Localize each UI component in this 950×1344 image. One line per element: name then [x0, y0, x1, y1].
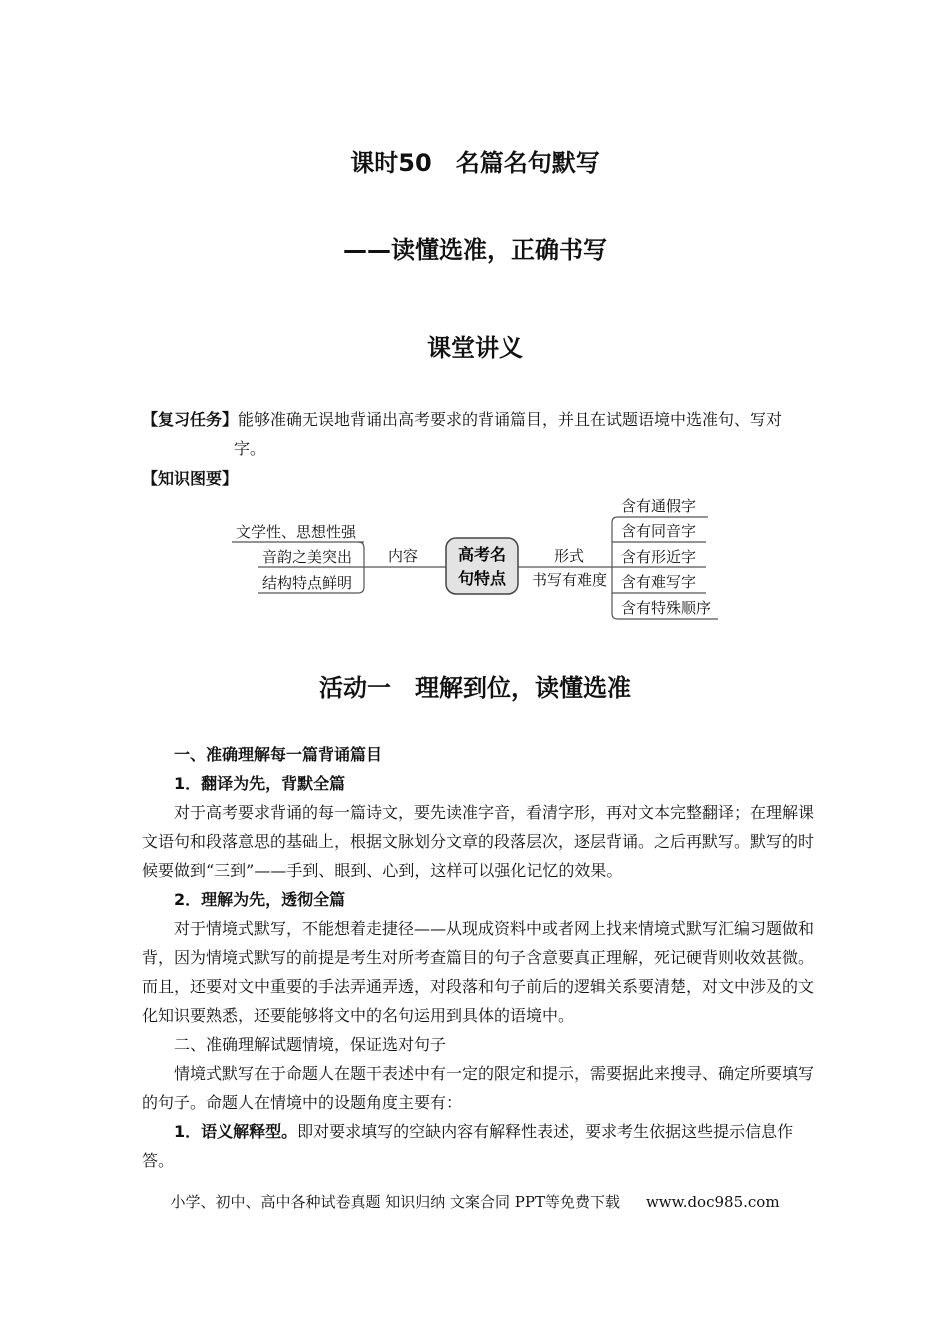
review-task: [142, 405, 814, 463]
right-item: 含有同音字: [621, 522, 697, 540]
right-branch-sublabel: 书写有难度: [532, 571, 608, 589]
subheading-2: 2．理解为先，透彻全篇: [174, 890, 346, 909]
center-label-line1: 高考名: [457, 545, 507, 564]
heading-two: 二、准确理解试题情境，保证选对句子: [174, 1035, 447, 1054]
left-branch-label: 内容: [388, 547, 419, 565]
knowledge-map-diagram: [228, 490, 728, 625]
footer-url[interactable]: www.doc985.com: [645, 1193, 780, 1211]
paragraph-1: 对于高考要求背诵的每一篇诗文，要先读准字音，看清字形，再对文本完整翻译；在理解课文语句和段落意思的基础上，根据文脉划分文章的段落层次，逐层背诵。之后再默写。默写的时候要做到“三到”——手到、眼到、心到，这样可以强化记忆的效果。: [142, 803, 815, 880]
list-item-1: [142, 1117, 814, 1175]
right-item: 含有特殊顺序: [621, 599, 712, 617]
footer-text: 小学、初中、高中各种试卷真题 知识归纳 文案合同 PPT等免费下载: [170, 1193, 620, 1211]
knowledge-map-label-text: 【知识图要】: [142, 469, 239, 488]
footer: [0, 1191, 950, 1212]
review-task-text: 能够准确无误地背诵出高考要求的背诵篇目，并且在试题语境中选准句、写对字。: [234, 410, 783, 458]
right-branch-label: 形式: [554, 547, 585, 565]
center-label-line2: 句特点: [457, 569, 507, 588]
left-item: 音韵之美突出: [262, 548, 353, 566]
section-title: 课堂讲义: [427, 334, 523, 362]
page-title: 课时50 名篇名句默写: [350, 149, 600, 177]
paragraph-3: 情境式默写在于命题人在题干表述中有一定的限定和提示，需要据此来搜寻、确定所要填写的句子。命题人在情境中的设题角度主要有：: [142, 1064, 815, 1112]
left-item: 文学性、思想性强: [236, 523, 357, 541]
left-item: 结构特点鲜明: [262, 574, 353, 592]
right-item: 含有形近字: [621, 548, 697, 566]
right-item: 含有通假字: [621, 497, 697, 515]
knowledge-map-label: [142, 464, 814, 493]
page-subtitle: ——读懂选准，正确书写: [343, 236, 607, 264]
activity-title: 活动一 理解到位，读懂选准: [319, 674, 631, 702]
heading-one: 一、准确理解每一篇背诵篇目: [174, 745, 383, 764]
review-task-label: 【复习任务】: [142, 410, 239, 429]
paragraph-2: 对于情境式默写，不能想着走捷径——从现成资料中或者网上找来情境式默写汇编习题做和背，因为情境式默写的前提是考生对所考查篇目的句子含意要真正理解，死记硬背则收效甚微。而且，还要对文中重要的手法弄通弄透，对段落和句子前后的逻辑关系要清楚，对文中涉及的文化知识要熟悉，还要能够将文中的名句运用到具体的语境中。: [142, 919, 815, 1025]
subheading-1: 1．翻译为先，背默全篇: [174, 774, 346, 793]
right-item: 含有难写字: [621, 573, 697, 591]
list-item-1-label: 1．语义解释型。: [174, 1122, 298, 1141]
list-item-1-text: 即对要求填写的空缺内容有解释性表述，要求考生依据这些提示信息作答。: [142, 1122, 794, 1170]
